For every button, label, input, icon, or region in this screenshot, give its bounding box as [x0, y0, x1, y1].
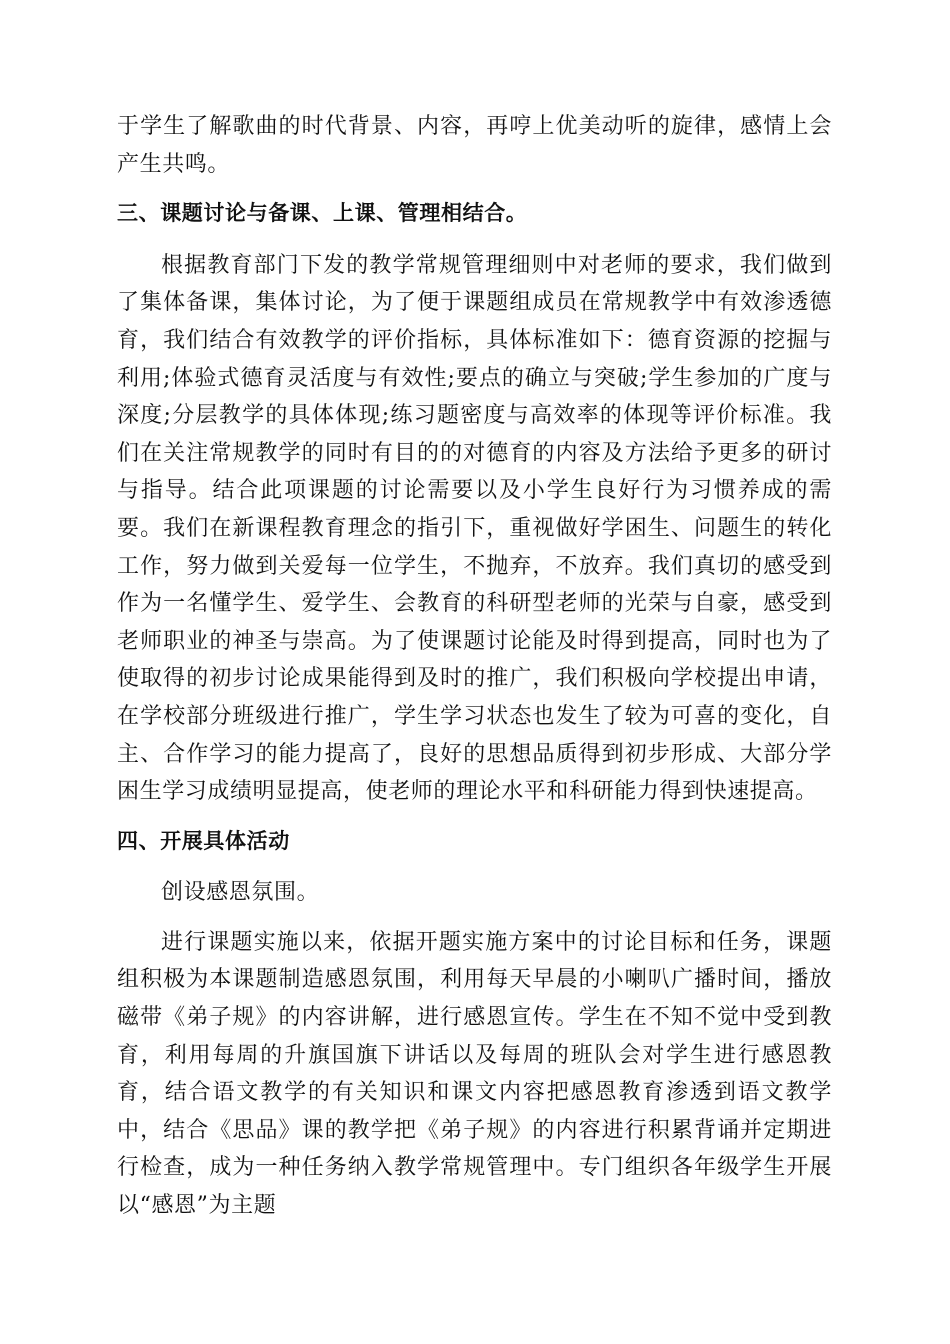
paragraph-continued: 于学生了解歌曲的时代背景、内容，再哼上优美动听的旋律，感情上会产生共鸣。 — [117, 114, 832, 177]
paragraph-lesson-integration: 根据教育部门下发的教学常规管理细则中对老师的要求，我们做到了集体备课，集体讨论，为了便于课题组成员在常规教学中有效渗透德育，我们结合有效教学的评价指标，具体标准如下：德育资源的挖掘与利用;体验式德育灵活度与有效性;要点的确立与突破;学生参加的广度与深度;分层教学的具体体现;练习题密度与高效率的体现等评价标准。我们在关注常规教学的同时有目的的对德育的内容及方法给予更多的研讨与指导。结合此项课题的讨论需要以及小学生良好行为习惯养成的需要。我们在新课程教育理念的指引下，重视做好学困生、问题生的转化工作，努力做到关爱每一位学生，不抛弃，不放弃。我们真切的感受到作为一名懂学生、爱学生、会教育的科研型老师的光荣与自豪，感受到老师职业的神圣与崇高。为了使课题讨论能及时得到提高，同时也为了使取得的初步讨论成果能得到及时的推广，我们积极向学校提出申请，在学校部分班级进行推广，学生学习状态也发生了较为可喜的变化，自主、合作学习的能力提高了，良好的思想品质得到初步形成、大部分学困生学习成绩明显提高，使老师的理论水平和科研能力得到快速提高。 — [117, 252, 832, 805]
paragraph-create-atmosphere: 创设感恩氛围。 — [161, 880, 320, 906]
section-heading-4: 四、开展具体活动 — [117, 828, 290, 853]
section-heading-3: 三、课题讨论与备课、上课、管理相结合。 — [117, 201, 528, 226]
paragraph-implementation: 进行课题实施以来，依据开题实施方案中的讨论目标和任务，课题组积极为本课题制造感恩氛围，利用每天早晨的小喇叭广播时间，播放磁带《弟子规》的内容讲解，进行感恩宣传。学生在不知不觉中受到教育，利用每周的升旗国旗下讲话以及每周的班队会对学生进行感恩教育，结合语文教学的有关知识和课文内容把感恩教育渗透到语文教学中，结合《思品》课的教学把《弟子规》的内容进行积累背诵并定期进行检查，成为一种任务纳入教学常规管理中。专门组织各年级学生开展以“感恩”为主题 — [117, 929, 832, 1219]
